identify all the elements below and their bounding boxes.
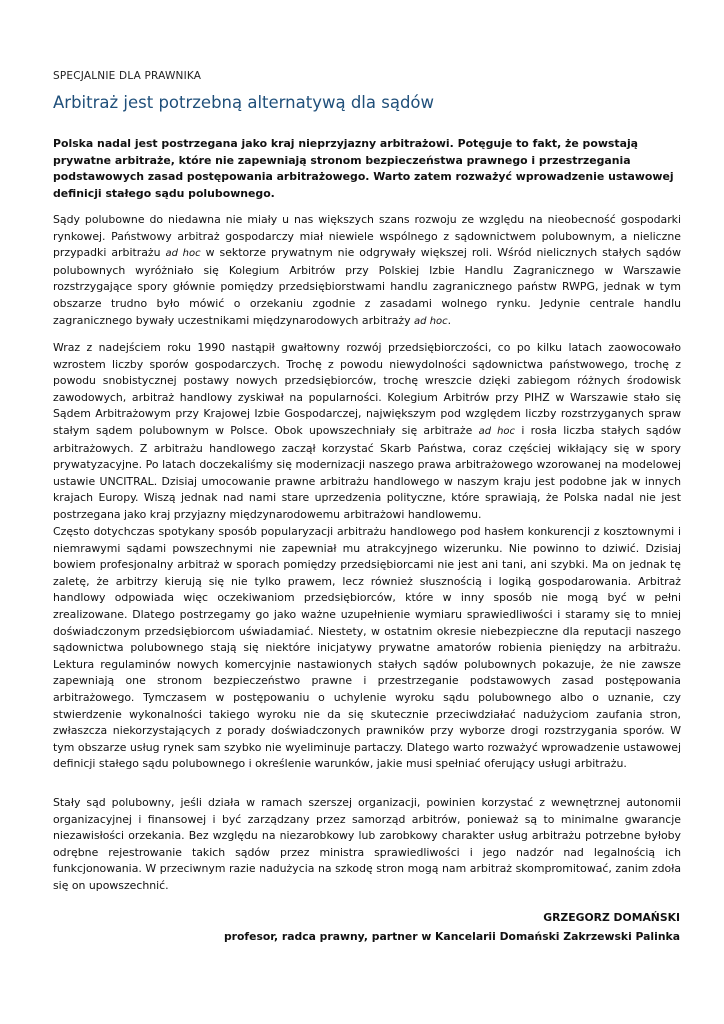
paragraph-1-text-b: w sektorze prywatnym nie odgrywały większej roli. Wśród nielicznych stałych sądów polubownych wyróżniało się Kolegium Arbitrów przy Polskiej Izbie Handlu Zagranicznego w Warszawie rozstrzygające spory głównie pomiędzy przedsiębiorstwami handlu zagranicznego państw RWPG, jednak w tym obszarze trudno było mówić o orzekaniu zgodnie z zasadami wolnego rynku. Jedynie centrale handlu zagranicznego bywały uczestnikami międzynarodowych arbitraży [53, 246, 681, 327]
section-label: SPECJALNIE DLA PRAWNIKA [53, 70, 202, 82]
paragraph-1-text-c: . [447, 313, 452, 327]
paragraph-1-italic-a: ad hoc [165, 248, 201, 260]
paragraph-2 [53, 340, 681, 524]
lead-paragraph: Polska nadal jest postrzegana jako kraj nieprzyjazny arbitrażowi. Potęguje to fakt, że powstają prywatne arbitraże, które nie zapewniają stronom bezpieczeństwa prawnego i przestrzegania podstawowych zasad postępowania arbitrażowego. Warto zatem rozważyć wprowadzenie ustawowej definicji stałego sądu polubownego. [53, 137, 674, 200]
paragraph-1 [53, 212, 681, 330]
paragraph-1-text-a: Sądy polubowne do niedawna nie miały u nas większych szans rozwoju ze względu na nieobecność gospodarki rynkowej. Państwowy arbitraż gospodarczy miał niewiele wspólnego z sądownictwem polubownym, a nieliczne przypadki arbitrażu [53, 213, 681, 260]
paragraph-2-text-b: i rosła liczba stałych sądów arbitrażowych. Z arbitrażu handlowego zaczął korzystać Skarb Państwa, coraz częściej wikłający się w spory prywatyzacyjne. Po latach doczekaliśmy się modernizacji naszego prawa arbitrażowego wzorowanej na modelowej ustawie UNCITRAL. Dzisiaj umocowanie prawne arbitrażu handlowego w naszym kraju jest podobne jak w innych krajach Europy. Wiszą jednak nad nami stare uprzedzenia polityczne, które sprawiają, że Polska nadal nie jest postrzegana jako kraj przyjazny międzynarodowemu arbitrażowi handlowemu. [53, 423, 681, 521]
paragraph-1-italic-b: ad hoc [414, 315, 448, 327]
paragraph-2-italic: ad hoc [478, 425, 516, 437]
paragraph-3: Często dotychczas spotykany sposób popularyzacji arbitrażu handlowego pod hasłem konkurencji z kosztownymi i niemrawymi sądami powszechnymi nie zapewniał mu atrakcyjnego wizerunku. Nie powinno to dziwić. Dzisiaj bowiem profesjonalny arbitraż w sporach pomiędzy przedsiębiorcami nie jest ani tani, ani szybki. Ma on jednak tę zaletę, że arbitrzy kierują się nie tylko prawem, lecz również słusznością i logiką gospodarowania. Arbitraż handlowy odpowiada więc oczekiwaniom przedsiębiorców, które w inny sposób nie mogą być w pełni zrealizowane. Dlatego postrzegamy go jako ważne uzupełnienie wymiaru sprawiedliwości i staramy się to mniej doświadczonym przedsiębiorcom uświadamiać. Niestety, w ostatnim okresie niebezpieczne dla reputacji naszego sądownictwa polubownego stają się niektóre inicjatywy prywatne amatorów robienia pieniędzy na arbitrażu. Lektura regulaminów nowych komercyjnie nastawionych stałych sądów polubownych pokazuje, że nie zawsze zapewniają one stronom bezpieczeństwo prawne i przestrzeganie podstawowych zasad postępowania arbitrażowego. Tymczasem w postępowaniu o uchylenie wyroku sądu polubownego albo o uznanie, czy stwierdzenie wykonalności takiego wyroku nie da się skutecznie przeciwdziałać nadużyciom zaufania stron, zwłaszcza niekorzystających z porady doświadczonych prawników przy wyborze drogi rozstrzygania sporów. W tym obszarze usług rynek sam szybko nie wyeliminuje partaczy. Dlatego warto rozważyć wprowadzenie ustawowej definicji stałego sądu polubownego i określenie warunków, jakie musi spełniać oferujący usługi arbitrażu. [53, 525, 681, 771]
author-name: GRZEGORZ DOMAŃSKI [543, 911, 680, 924]
article-title: Arbitraż jest potrzebną alternatywą dla sądów [53, 93, 435, 112]
author-role: profesor, radca prawny, partner w Kancelarii Domański Zakrzewski Palinka [223, 930, 680, 943]
paragraph-4: Stały sąd polubowny, jeśli działa w ramach szerszej organizacji, powinien korzystać z wewnętrznej autonomii organizacyjnej i finansowej i być zarządzany przez samorząd arbitrów, ponieważ są to minimalne gwarancje niezawisłości orzekania. Bez względu na niezarobkowy lub zarobkowy charakter usług arbitrażu potrzebne byłoby odrębne rejestrowanie takich sądów przez ministra sprawiedliwości i jego nadzór nad legalnością ich funkcjonowania. W przeciwnym razie nadużycia na szkodę stron mogą nam arbitraż skompromitować, zanim zdoła się on upowszechnić. [53, 796, 681, 892]
paragraph-2-text-a: Wraz z nadejściem roku 1990 nastąpił gwałtowny rozwój przedsiębiorczości, co po kilku latach zaowocowało wzrostem liczby sporów gospodarczych. Trochę z powodu niewydolności sądownictwa państwowego, trochę z powodu snobistycznej postawy nowych przedsiębiorców, trochę wreszcie dzięki zabiegom różnych środowisk zawodowych, arbitraż handlowy zyskiwał na popularności. Kolegium Arbitrów przy PIHZ w Warszawie stało się Sądem Arbitrażowym przy Krajowej Izbie Gospodarczej, największym pod względem liczby rozstrzyganych spraw stałym sądem polubownym w Polsce. Obok upowszechniały się arbitraże [53, 341, 681, 437]
